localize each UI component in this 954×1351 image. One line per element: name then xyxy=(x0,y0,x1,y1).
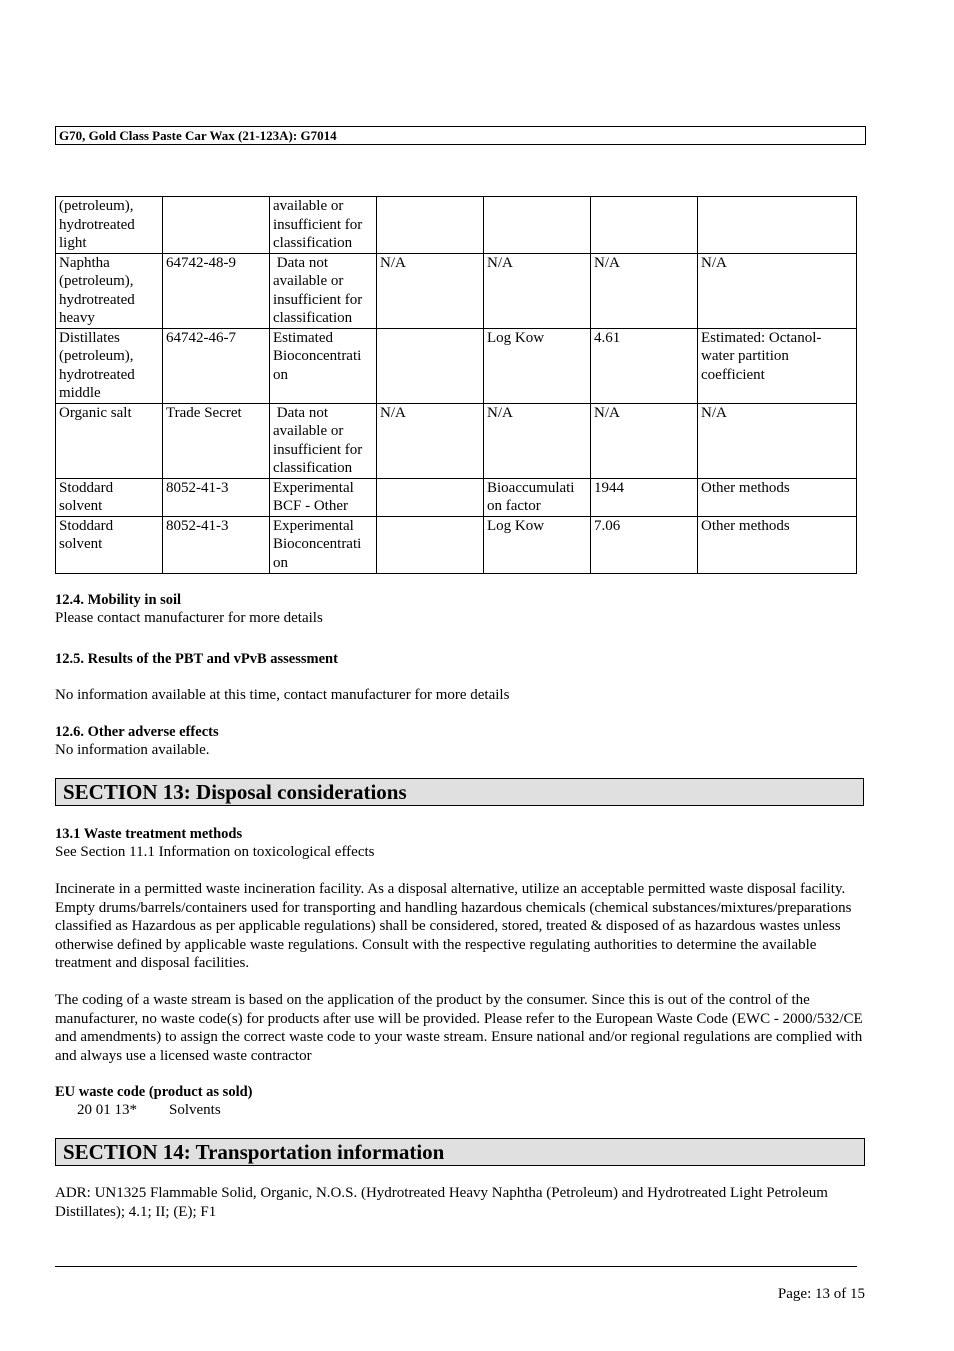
table-row xyxy=(56,197,857,254)
table-cell: (petroleum), hydrotreated light xyxy=(56,197,163,254)
table-cell: 64742-46-7 xyxy=(163,328,270,403)
eu-waste-description: Solvents xyxy=(169,1102,221,1118)
table-cell: Naphtha (petroleum), hydrotreated heavy xyxy=(56,253,163,328)
table-cell: 8052-41-3 xyxy=(163,516,270,573)
footer-rule xyxy=(55,1266,857,1267)
section-13-title: SECTION 13: Disposal considerations xyxy=(55,778,864,806)
table-cell: Bioaccumulati on factor xyxy=(484,478,591,516)
heading-12-4: 12.4. Mobility in soil xyxy=(55,592,182,608)
table-cell: N/A xyxy=(377,403,484,478)
table-cell: 8052-41-3 xyxy=(163,478,270,516)
text-12-4: Please contact manufacturer for more details xyxy=(55,610,323,626)
table-cell: Organic salt xyxy=(56,403,163,478)
text-12-5: No information available at this time, contact manufacturer for more details xyxy=(55,687,510,703)
table-cell: Experimental Bioconcentrati on xyxy=(270,516,377,573)
table-cell: N/A xyxy=(591,253,698,328)
table-cell: Experimental BCF - Other xyxy=(270,478,377,516)
table-cell xyxy=(377,197,484,254)
page-number: Page: 13 of 15 xyxy=(777,1286,865,1302)
heading-12-6: 12.6. Other adverse effects xyxy=(55,724,219,740)
table-cell: N/A xyxy=(591,403,698,478)
disposal-paragraph-1: Incinerate in a permitted waste incineration facility. As a disposal alternative, utilize an acceptable permitted waste disposal facility. Empty drums/barrels/containers used for transporting and handling hazardous chemicals (chemical substances/mixtures/preparations classified as Hazardous as per applicable regulations) shall be considered, stored, treated & disposed of as hazardous wastes unless otherwise defined by applicable waste regulations. Consult with the respective regulating authorities to determine the available treatment and disposal facilities. xyxy=(55,881,852,972)
table-cell: Estimated Bioconcentrati on xyxy=(270,328,377,403)
table-cell xyxy=(377,328,484,403)
table-cell: Estimated: Octanol-water partition coefficient xyxy=(698,328,857,403)
table-cell: N/A xyxy=(698,403,857,478)
table-cell: Data not available or insufficient for classification xyxy=(270,253,377,328)
table-cell: Data not available or insufficient for classification xyxy=(270,403,377,478)
disposal-paragraph-2: The coding of a waste stream is based on the application of the product by the consumer. Since this is out of the control of the manufacturer, no waste code(s) for products after use will be provided. Please refer to the European Waste Code (EWC - 2000/532/CE and amendments) to assign the correct waste code to your waste stream. Ensure national and/or regional regulations are complied with and always use a licensed waste contractor xyxy=(55,992,863,1064)
table-cell xyxy=(484,197,591,254)
table-cell: Other methods xyxy=(698,516,857,573)
text-12-6: No information available. xyxy=(55,742,210,758)
table-row xyxy=(56,478,857,516)
table-cell xyxy=(698,197,857,254)
section-14-title: SECTION 14: Transportation information xyxy=(55,1138,865,1166)
table-cell: Log Kow xyxy=(484,328,591,403)
table-cell: 4.61 xyxy=(591,328,698,403)
table-cell xyxy=(591,197,698,254)
table-cell: Distillates (petroleum), hydrotreated middle xyxy=(56,328,163,403)
table-row xyxy=(56,516,857,573)
table-cell: Log Kow xyxy=(484,516,591,573)
table-cell: 1944 xyxy=(591,478,698,516)
table-row xyxy=(56,328,857,403)
eu-waste-code: 20 01 13* xyxy=(77,1102,137,1118)
document-header: G70, Gold Class Paste Car Wax (21-123A): G7014 xyxy=(55,126,866,145)
eu-waste-code-heading: EU waste code (product as sold) xyxy=(55,1084,253,1100)
table-row xyxy=(56,403,857,478)
table-cell: Other methods xyxy=(698,478,857,516)
table-cell xyxy=(377,516,484,573)
table-cell xyxy=(377,478,484,516)
table-cell: N/A xyxy=(698,253,857,328)
heading-13-1: 13.1 Waste treatment methods xyxy=(55,826,243,842)
table-cell xyxy=(163,197,270,254)
table-cell: Stoddard solvent xyxy=(56,516,163,573)
table-cell: Stoddard solvent xyxy=(56,478,163,516)
table-cell: N/A xyxy=(484,403,591,478)
table-cell: 7.06 xyxy=(591,516,698,573)
table-cell: available or insufficient for classification xyxy=(270,197,377,254)
table-cell: 64742-48-9 xyxy=(163,253,270,328)
ecotoxicity-table xyxy=(55,196,857,574)
table-cell: N/A xyxy=(377,253,484,328)
table-cell: N/A xyxy=(484,253,591,328)
text-13-1: See Section 11.1 Information on toxicological effects xyxy=(55,844,375,860)
table-row xyxy=(56,253,857,328)
table-cell: Trade Secret xyxy=(163,403,270,478)
adr-text: ADR: UN1325 Flammable Solid, Organic, N.O.S. (Hydrotreated Heavy Naphtha (Petroleum) and Hydrotreated Light Petroleum Distillates); 4.1; II; (E); F1 xyxy=(55,1185,828,1220)
heading-12-5: 12.5. Results of the PBT and vPvB assessment xyxy=(55,651,338,667)
